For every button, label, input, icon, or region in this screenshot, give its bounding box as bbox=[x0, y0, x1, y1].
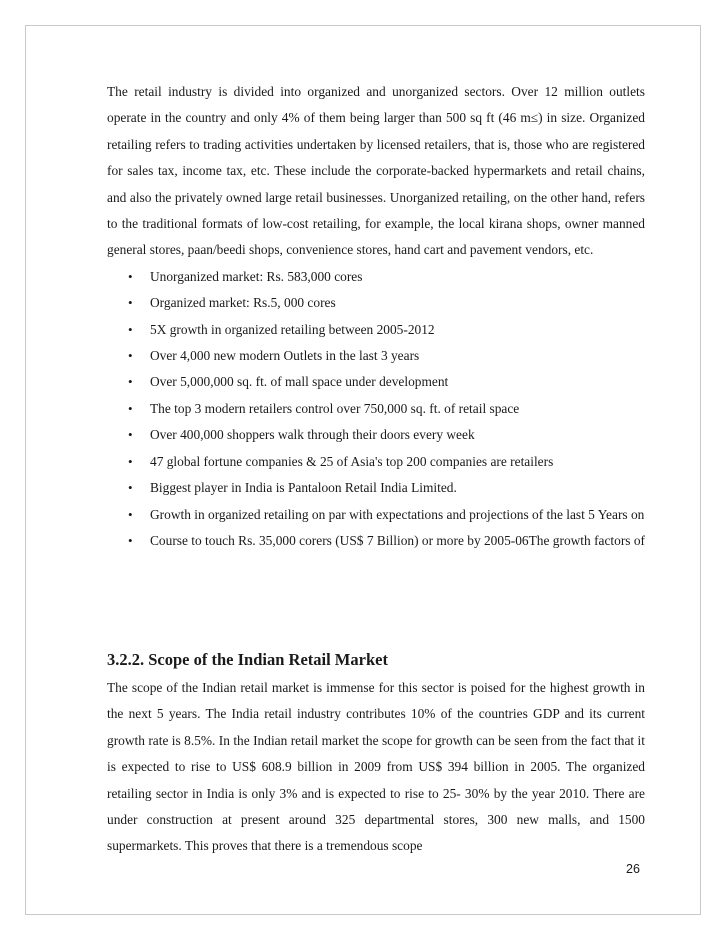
bullet-item bbox=[107, 502, 645, 528]
bullet-text: 5X growth in organized retailing between 2005-2012 bbox=[150, 321, 435, 337]
bullet-list bbox=[107, 264, 645, 554]
bullet-item bbox=[107, 396, 645, 422]
bullet-text: Course to touch Rs. 35,000 corers (US$ 7 Billion) or more by 2005-06The growth factors of bbox=[150, 532, 646, 548]
bullet-dot-icon: • bbox=[128, 453, 133, 469]
scope-paragraph: The scope of the Indian retail market is immense for this sector is poised for the highest growth in the next 5 years. The India retail industry contributes 10% of the countries GDP and its current growth rate is 8.5%. In the Indian retail market the scope for growth can be seen from the fact that it is expected to rise to US$ 608.9 billion in 2009 from US$ 394 billion in 2005. The organized retailing sector in India is only 3% and is expected to rise to 25- 30% by the year 2010. There are under construction at present around 325 departmental stores, 300 new malls, and 1500 supermarkets. This proves that there is a tremendous scope bbox=[107, 680, 645, 854]
bullet-dot-icon: • bbox=[128, 480, 133, 496]
bullet-item bbox=[107, 422, 645, 448]
bullet-item bbox=[107, 343, 645, 369]
bullet-dot-icon: • bbox=[128, 295, 133, 311]
bullet-text: Over 4,000 new modern Outlets in the last 3 years bbox=[150, 348, 420, 364]
bullet-dot-icon: • bbox=[128, 374, 133, 390]
bullet-dot-icon: • bbox=[128, 532, 133, 548]
bullet-item bbox=[107, 369, 645, 395]
intro-paragraph: The retail industry is divided into organized and unorganized sectors. Over 12 million outlets operate in the country and only 4% of them being larger than 500 sq ft (46 m≤) in size. Organized retailing refers to trading activities undertaken by licensed retailers, that is, those who are registered for sales tax, income tax, etc. These include the corporate-backed hypermarkets and retail chains, and also the privately owned large retail businesses. Unorganized retailing, on the other hand, refers to the traditional formats of low-cost retailing, for example, the local kirana shops, owner manned general stores, paan/beedi shops, convenience stores, hand cart and pavement vendors, etc. bbox=[107, 84, 645, 258]
bullet-dot-icon: • bbox=[128, 321, 133, 337]
bullet-text: Organized market: Rs.5, 000 cores bbox=[150, 295, 336, 311]
bullet-text: Unorganized market: Rs. 583,000 cores bbox=[150, 268, 363, 284]
bullet-item bbox=[107, 449, 645, 475]
bullet-item bbox=[107, 475, 645, 501]
bullet-item bbox=[107, 290, 645, 316]
section-heading: 3.2.2. Scope of the Indian Retail Market bbox=[107, 650, 388, 669]
document-body bbox=[107, 79, 646, 854]
bullet-item bbox=[107, 317, 645, 343]
page-number: 26 bbox=[626, 862, 640, 876]
bullet-item bbox=[107, 528, 645, 554]
bullet-dot-icon: • bbox=[128, 348, 133, 364]
bullet-text: Growth in organized retailing on par with expectations and projections of the last 5 Years on bbox=[150, 506, 645, 522]
bullet-text: The top 3 modern retailers control over 750,000 sq. ft. of retail space bbox=[150, 400, 520, 416]
bullet-text: Over 5,000,000 sq. ft. of mall space under development bbox=[150, 374, 449, 390]
bullet-text: Biggest player in India is Pantaloon Retail India Limited. bbox=[150, 480, 457, 496]
bullet-dot-icon: • bbox=[128, 506, 133, 522]
bullet-text: Over 400,000 shoppers walk through their doors every week bbox=[150, 427, 475, 443]
bullet-item bbox=[107, 264, 645, 290]
bullet-dot-icon: • bbox=[128, 268, 133, 284]
bullet-dot-icon: • bbox=[128, 427, 133, 443]
bullet-text: 47 global fortune companies & 25 of Asia's top 200 companies are retailers bbox=[150, 453, 554, 469]
bullet-dot-icon: • bbox=[128, 400, 133, 416]
